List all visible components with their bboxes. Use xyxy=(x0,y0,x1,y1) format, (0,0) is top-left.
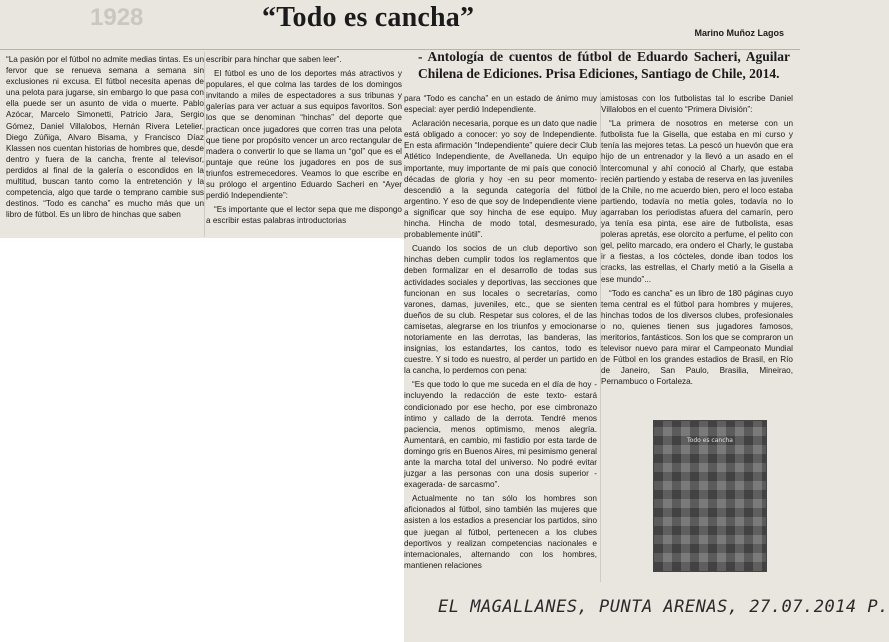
article-title: “Todo es cancha” xyxy=(262,2,475,33)
paragraph: “La primera de nosotros en meterse con un futbolista fue la Gisella, que estaba en mi curso y tenía las mejores tetas. La pescó un huevón que era hijo de un entrenador y la llevó a un asado en el Intercomunal y ahí conoció al Charly, que estaba recién partiendo y estaba de reserva en las juveniles de la Chile, no me acuerdo bien, pero el loco estaba partiendo, todavía no metía goles, todavía no lo agarraban los periodistas afuera del camarín, pero ya tenía esa pinta, ese aire de futbolista, esas poleras apretás, ese olorcito a perfume, el pelito con gel, pelito marcado, era ondero el Charly, le gustaba ir a fiestas, a los cócteles, donde iban todos los cracks, las estrellas, el Charly metió a la Gisella a ese mundo”... xyxy=(601,119,793,284)
paragraph: “La pasión por el fútbol no admite medias tintas. Es un fervor que se renueva semana a semana sin exclusiones ni excusa. El fútbol necesita apenas de una pelota para jugarse, sin embargo lo que pasa con ella puede ser un asunto de vida o muerte. Pablo Azócar, Marcelo Simonetti, Patricio Jara, Sergio Gómez, Daniel Villalobos, Hernán Rivera Letelier, Diego Zúñiga, Alvaro Bisama, y Francisco Díaz Klassen nos cuentan historias de hombres que, desde dentro y fuera de la cancha, frente al televisor, perdidos al final de la galería o escondidos en la multitud, buscan tanto como la entretención y la competencia, algo que tarde o temprano cambie sus destinos. “Todo es cancha” es mucho más que un libro de fútbol. Es un libro de hinchas que saben xyxy=(6,55,204,220)
paragraph: “Es importante que el lector sepa que me dispongo a escribir estas palabras introductorias xyxy=(206,205,402,226)
author-byline: Marino Muñoz Lagos xyxy=(694,28,784,38)
article-column-1 xyxy=(6,54,204,237)
paragraph: amistosas con los futbolistas tal lo escribe Daniel Villalobos en el cuento “Primera División”: xyxy=(601,94,793,115)
article-column-2 xyxy=(206,54,402,237)
book-cover-title: Todo es cancha xyxy=(687,437,733,444)
paragraph: El fútbol es uno de los deportes más atractivos y populares, el que colma las tardes de los domingos invitando a miles de espectadores a sus tribunas y galerías para ver actuar a sus equipos favoritos. Son los que se denominan “hinchas” del deporte que practican once jugadores que corren tras una pelota que tiene por propósito vencer un arco rectangular de madera o convertir lo que se llama un “gol” que es el puntaje que reúne los jugadores en pos de sus triunfos estremecedores. Veamos lo que escribe en su prólogo el argentino Eduardo Sacheri en “Ayer perdió Independiente”: xyxy=(206,69,402,201)
article-column-3 xyxy=(404,93,597,583)
article-column-4 xyxy=(601,93,793,418)
paragraph: Aclaración necesaria, porque es un dato que nadie está obligado a conocer: yo soy de Independiente. En esta afirmación “Independiente” quiere decir Club Atlético Independiente, de Avellaneda. Un equipo importante, muy importante de mi país que conoció décadas de gloria y hoy -en su peor momento- descendió a la segunda categoría del fútbol argentino. Y eso de que soy de Independiente viene a significar que soy hincha de ese equipo. Muy hincha. Hincha de modo total, desmesurado, probablemente inútil”. xyxy=(404,119,597,240)
paragraph: “Es que todo lo que me suceda en el día de hoy -incluyendo la redacción de este texto- estará condicionado por ese hecho, por ese cimbronazo íntimo y callado de la derrota. Tendré menos paciencia, menos optimismo, menos alegría. Aumentará, en cambio, mi fastidio por esta tarde de domingo gris en Buenos Aires, mi pesimismo general ante la marcha total del universo. No podré evitar juzgar a las personas con una dosis superior -exagerada- de sarcasmo”. xyxy=(404,380,597,490)
blank-area xyxy=(0,238,404,642)
paragraph: para “Todo es cancha” en un estado de ánimo muy especial: ayer perdió Independiente. xyxy=(404,94,597,115)
book-reference: - Antología de cuentos de fútbol de Eduardo Sacheri, Aguilar Chilena de Ediciones. Prisa Ediciones, Santiago de Chile, 2014. xyxy=(418,49,790,81)
paragraph: Actualmente no tan sólo los hombres son aficionados al fútbol, sino también las mujeres que asisten a los estadios a presenciar los partidos, sino que juegan al fútbol, pertenecen a los clubes deportivos y realizan competencias nacionales e internacionales, alternando con los hombres, mantienen relaciones xyxy=(404,494,597,570)
column-divider xyxy=(204,52,205,237)
paragraph: escribir para hinchar que saben leer”. xyxy=(206,55,342,64)
paragraph: “Todo es cancha” es un libro de 180 páginas cuyo tema central es el fútbol para hombres y mujeres, hinchas todos de los diversos clubes, profesionales o no, quienes tienen sus jugadores famosos, meritorios, fantásticos. Son los que se compraron un televisor nuevo para mirar el Campeonato Mundial de Fútbol en los grandes estadios de Brasil, en Río de Janeiro, San Paulo, Brasilia, Mineirao, Pernambuco o Fortaleza. xyxy=(601,288,793,387)
book-cover-image xyxy=(653,420,767,572)
paragraph: Cuando los socios de un club deportivo son hinchas deben cumplir todos los reglamentos que deben formalizar en el desarrollo de todas sus actividades sociales y deportivas, las secciones que funcionan en sus locales o secretarías, como varones, damas, juveniles, etc., que se sienten dueños de su club. Respetar sus colores, el de las camisetas, alegrarse en los triunfos y emocionarse notoriamente en las derrotas, las banderas, las insignias, los estandartes, los cantos, todo es cuestre. Y si todo es nuestro, al perder un partido en la cancha, lo perdemos con pena: xyxy=(404,244,597,376)
header-ghost-print: 1928 xyxy=(90,4,144,31)
handwritten-source-note: EL MAGALLANES, PUNTA ARENAS, 27.07.2014 P. xyxy=(438,597,889,617)
